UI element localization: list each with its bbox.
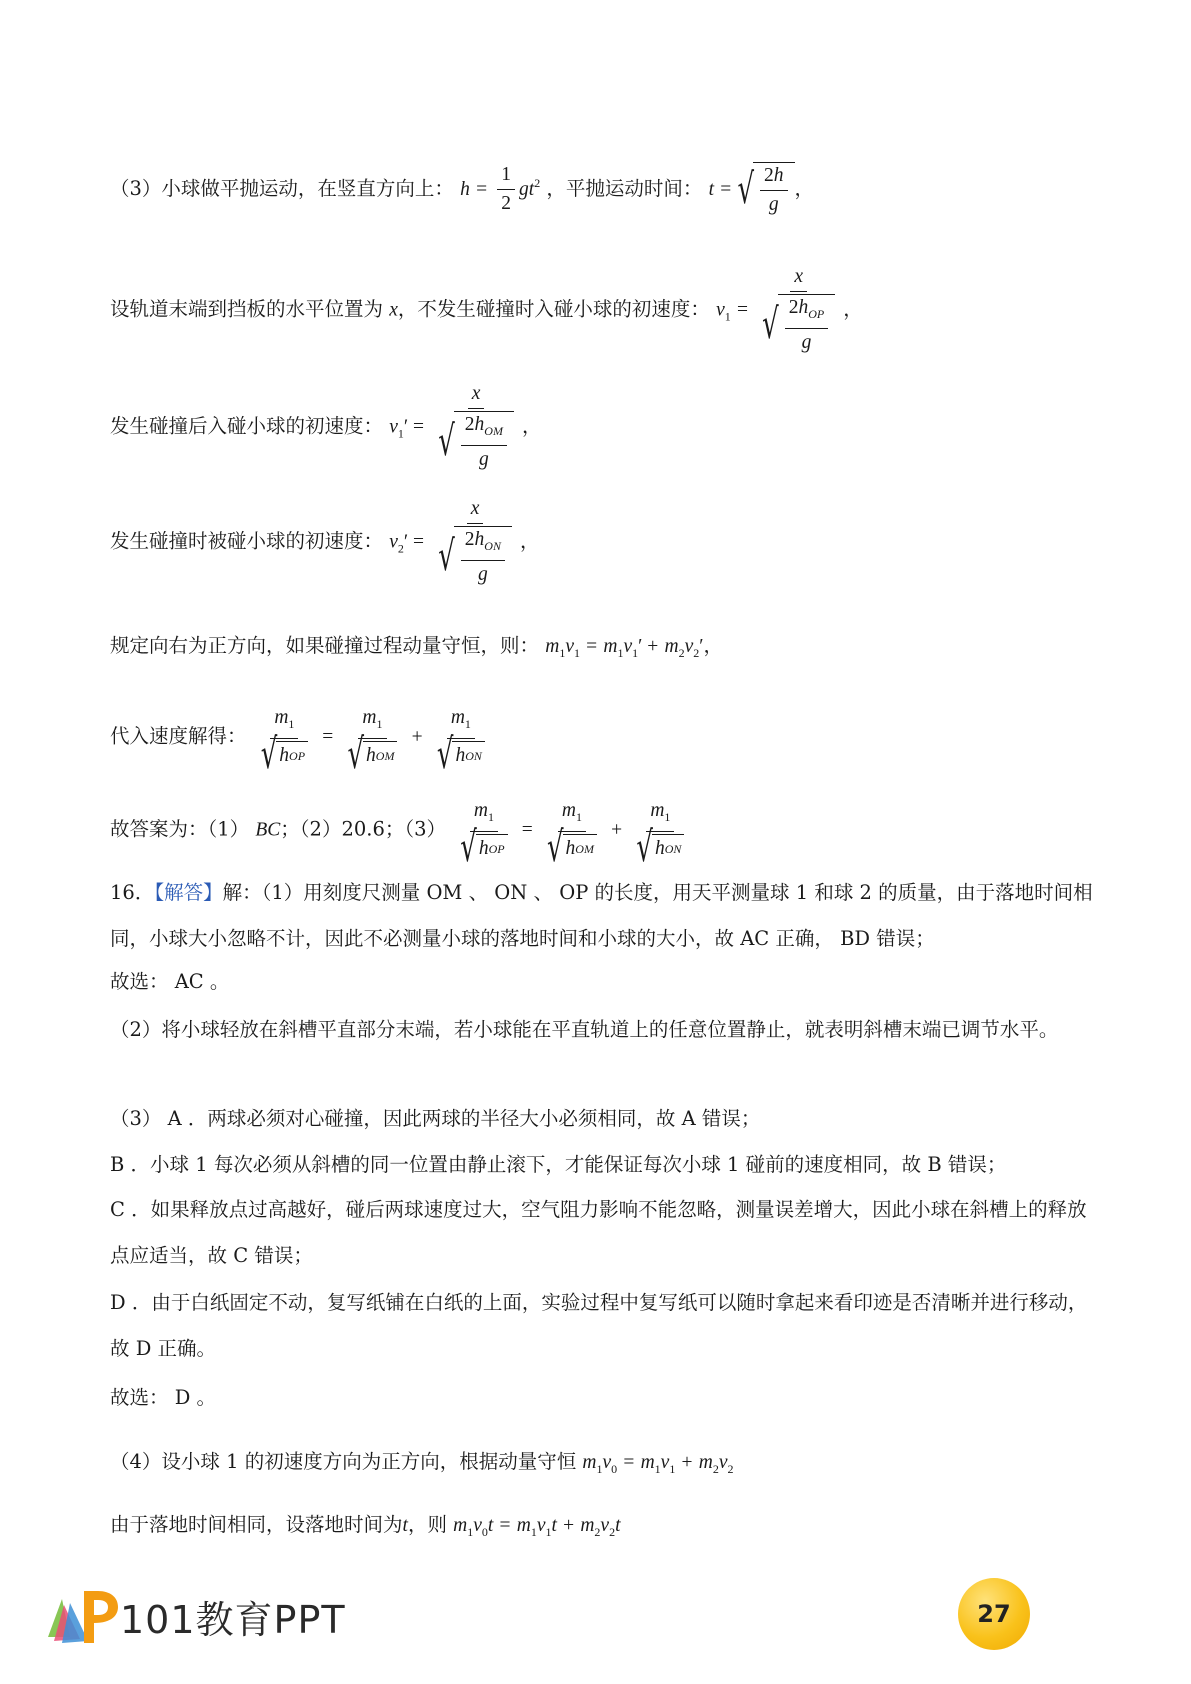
q16-part2: （2）将小球轻放在斜槽平直部分末端，若小球能在平直轨道上的任意位置静止，就表明斜槽末端已调节水平。 [110,1018,1059,1041]
solution-line-4: 发生碰撞时被碰小球的初速度： $v_2'$ = x √ $\frac{2h_{ON}}{g}$ ， [110,498,540,585]
solution-line-1: （3）小球做平抛运动，在竖直方向上： h = $\frac{1}{2}$ $gt^2$ ，平抛运动时间： t = √ $\frac{2h}{g}$ ， [110,164,815,215]
q16-part5: 由于落地时间相同，设落地时间为t，则 $m_1v_0t = m_1v_1t + m_2v_2t$ [110,1513,621,1539]
q16-part3-d: D ．由于白纸固定不动，复写纸铺在白纸的上面，实验过程中复写纸可以随时拿起来看印迹是否清晰并进行移动，故 D 正确。 [110,1291,1088,1360]
formula-v1-prime: x √ $\frac{2h_{OM}}{g}$ [434,382,518,472]
solution-line-5: 规定向右为正方向，如果碰撞过程动量守恒，则： $m_1v_1 = m_1v_1' + m_2v_2'$， [110,634,723,660]
q16-part1-selection: 故选： AC 。 [110,970,230,993]
solution-line-6: 代入速度解得： $m_1$ √ h OP = $m_1$ √ h OM + $m_1$ √ h ON [110,705,493,769]
q16-part4: （4）设小球 1 的初速度方向为正方向，根据动量守恒 $m_1v_0 = m_1v_1 + m_2v_2$ [110,1450,734,1476]
sqrt-2h-over-g: √ $\frac{2h}{g}$ [737,162,794,217]
fraction-half: $\frac{1}{2}$ [497,163,515,216]
formula-v1: x √ $\frac{2h_{OP}}{g}$ [758,265,839,355]
formula-v2-prime: x √ $\frac{2h_{ON}}{g}$ [434,497,516,587]
formula-h-eq: h [460,179,470,200]
q16-part3-b: B ．小球 1 每次必须从斜槽的同一位置由静止滚下，才能保证每次小球 1 碰前的速度相同，故 B 错误； [110,1153,1007,1176]
q16-part3-c: C ．如果释放点过高越好，碰后两球速度过大，空气阻力影响不能忽略，测量误差增大，因此小球在斜槽上的释放点应适当，故 C 错误； [110,1198,1087,1267]
q16-part3-a: （3） A ．两球必须对心碰撞，因此两球的半径大小必须相同，故 A 错误； [110,1107,761,1130]
q16-part3-selection: 故选： D 。 [110,1386,217,1409]
brand-logo-icon [40,1585,120,1647]
solution-line-2: 设轨道末端到挡板的水平位置为 x，不发生碰撞时入碰小球的初速度： $v_1$ = x √ $\frac{2h_{OP}}{g}$ ， [110,266,863,353]
solution-line-3: 发生碰撞后入碰小球的初速度： $v_1'$ = x √ $\frac{2h_{OM}}{g}$ ， [110,383,542,470]
brand-name: 101教育PPT [120,1598,346,1642]
q16-answer-tag: 【解答】 [154,881,223,904]
answer-line: 故答案为：（1） BC；（2）20.6；（3） $m_1$ √ h OP = $m_1$ √ h OM + $m_1$ √ h ON [110,798,692,862]
page-number-badge: 27 [958,1578,1030,1650]
q16-part1: 16．【解答】解：（1）用刻度尺测量 OM 、 ON 、 OP 的长度，用天平测量球 1 和球 2 的质量，由于落地时间相同，小球大小忽略不计，因此不必测量小球的落地时间和小球的大小，故 AC 正确， BD 错误； [110,881,1093,950]
